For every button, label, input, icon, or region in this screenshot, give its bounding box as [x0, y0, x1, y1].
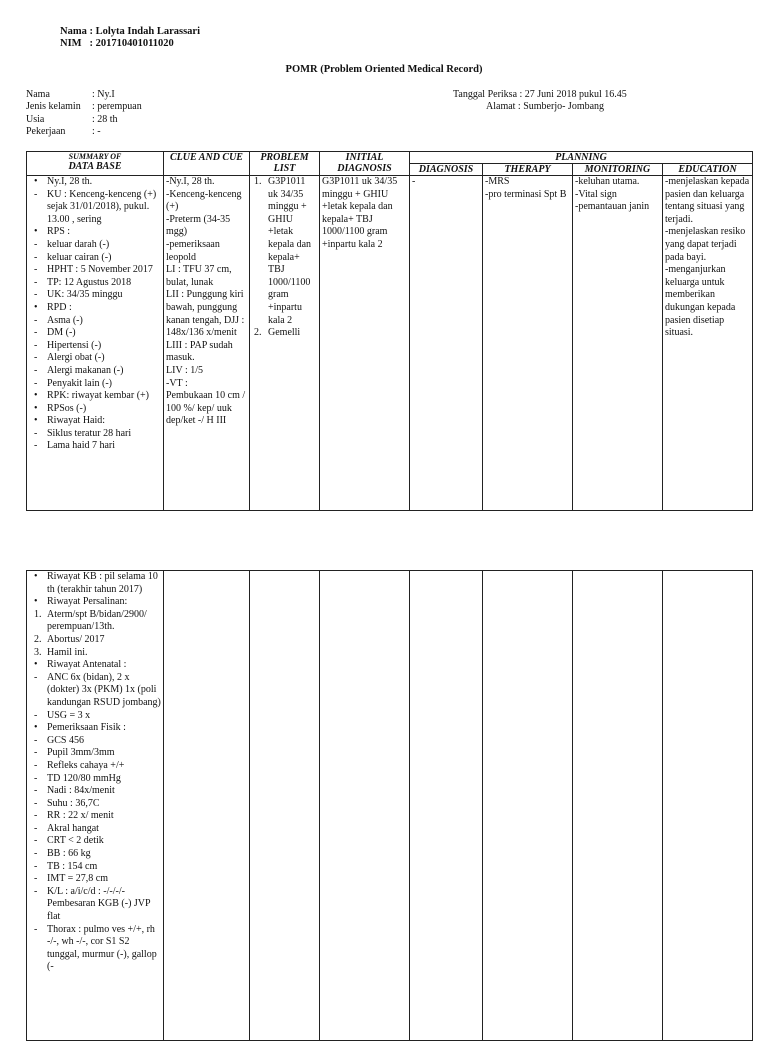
- list-marker: -: [34, 822, 38, 834]
- database-item: [29, 798, 161, 811]
- list-marker: -: [34, 238, 38, 250]
- patient-field-label: Pekerjaan: [26, 125, 66, 137]
- list-marker: -: [34, 264, 38, 276]
- database-item: [29, 289, 161, 302]
- list-marker: 3.: [34, 646, 42, 658]
- database-item: [29, 365, 161, 378]
- list-item-text: KU : Kenceng-kenceng (+) sejak 31/01/2018), pukul. 13.00 , sering: [47, 188, 157, 225]
- header-initial: INITIAL DIAGNOSIS: [320, 152, 410, 176]
- therapy-line: -pro terminasi Spt B: [485, 188, 567, 200]
- clue-line: LI : TFU 37 cm, bulat, lunak: [166, 264, 232, 288]
- list-item-text: Alergi makanan (-): [47, 364, 124, 376]
- document-title: POMR (Problem Oriented Medical Record): [285, 64, 483, 75]
- patient-field-value: : perempuan: [92, 101, 142, 113]
- list-item-text: Gemelli: [268, 327, 301, 339]
- list-item-text: RPK: riwayat kembar (+): [47, 390, 150, 402]
- list-item-text: Pemeriksaan Fisik :: [47, 722, 126, 734]
- list-item-text: Suhu : 36,7C: [47, 797, 100, 809]
- education-line: -menjelaskan kepada pasien dan keluarga tentang situasi yang terjadi.: [665, 176, 750, 225]
- database-item: [29, 315, 161, 328]
- list-marker: 1.: [34, 608, 42, 620]
- list-item-text: Lama haid 7 hari: [47, 440, 116, 452]
- patient-field-value: : Ny.I: [92, 89, 115, 100]
- database-item: [29, 415, 161, 428]
- list-item-text: CRT < 2 detik: [47, 835, 104, 847]
- therapy-cell: [483, 176, 573, 511]
- list-marker: -: [34, 747, 38, 759]
- problem-item: [252, 176, 317, 327]
- student-nim: NIM : 201710401011020: [60, 38, 174, 49]
- header-summary: SUMMARY OF DATA BASE: [27, 152, 164, 176]
- header-therapy: THERAPY: [483, 164, 573, 176]
- database-item: [29, 264, 161, 277]
- list-item-text: IMT = 27,8 cm: [47, 873, 109, 885]
- database-item: [29, 252, 161, 265]
- list-item-text: Aterm/spt B/bidan/2900/ perempuan/13th.: [47, 608, 147, 633]
- database-item: [29, 735, 161, 748]
- list-marker: -: [34, 848, 38, 860]
- database-item: [29, 886, 161, 924]
- list-marker: -: [34, 427, 38, 439]
- list-marker: •: [34, 390, 38, 402]
- patient-field: [26, 101, 142, 113]
- patient-address: Alamat : Sumberjo- Jombang: [486, 101, 605, 113]
- list-item-text: ANC 6x (bidan), 2 x (dokter) 3x (PKM) 1x (poli kandungan RSUD jombang): [47, 671, 161, 708]
- database-item: [29, 861, 161, 874]
- list-marker: •: [34, 226, 38, 238]
- database-item: [29, 403, 161, 416]
- database-item: [29, 390, 161, 403]
- clue-line: LIII : PAP sudah masuk.: [166, 339, 233, 364]
- database-item: [29, 571, 161, 596]
- clue-line: LIV : 1/5: [166, 364, 204, 376]
- list-marker: -: [34, 314, 38, 326]
- education-line: -menjelaskan resiko yang dapat terjadi pada bayi.: [665, 226, 746, 263]
- list-item-text: Hamil ini.: [47, 646, 88, 658]
- database-item: [29, 378, 161, 391]
- patient-field: [26, 114, 142, 126]
- patient-field-label: Usia: [26, 113, 45, 125]
- list-marker: -: [34, 835, 38, 847]
- education-cell: [663, 176, 753, 511]
- list-item-text: RPS :: [47, 226, 71, 238]
- list-item-text: TP: 12 Agustus 2018: [47, 276, 132, 288]
- exam-info: [453, 89, 627, 114]
- list-marker: -: [34, 709, 38, 721]
- list-item-text: DM (-): [47, 327, 76, 339]
- patient-info: [26, 89, 142, 138]
- problem-cell: [250, 571, 320, 1041]
- student-name: Nama : Lolyta Indah Larassari: [60, 26, 201, 37]
- problem-item: [252, 327, 317, 340]
- database-item: [29, 835, 161, 848]
- patient-field: [26, 89, 142, 101]
- diagnosis-cell: [410, 571, 483, 1041]
- clue-cell: [164, 571, 250, 1041]
- list-marker: •: [34, 415, 38, 427]
- list-marker: -: [34, 327, 38, 339]
- header-clue: CLUE AND CUE: [164, 152, 250, 176]
- patient-field: [26, 126, 142, 138]
- clue-line: -Preterm (34-35 mgg): [166, 213, 231, 238]
- database-item: [29, 239, 161, 252]
- clue-line: -pemeriksaan leopold: [166, 238, 220, 263]
- database-item: [29, 327, 161, 340]
- list-item-text: RR : 22 x/ menit: [47, 810, 114, 822]
- list-item-text: Asma (-): [47, 314, 83, 326]
- list-item-text: keluar darah (-): [47, 238, 110, 250]
- list-marker: -: [34, 797, 38, 809]
- list-marker: •: [34, 301, 38, 313]
- database-item: [29, 710, 161, 723]
- monitoring-cell: [573, 176, 663, 511]
- list-marker: •: [34, 659, 38, 671]
- problem-cell: [250, 176, 320, 511]
- initial-diagnosis-cell: [320, 176, 410, 511]
- list-item-text: Ny.I, 28 th.: [47, 176, 93, 187]
- database-item: [29, 773, 161, 786]
- list-marker: •: [34, 176, 38, 187]
- database-item: [29, 672, 161, 710]
- patient-field-label: Jenis kelamin: [26, 101, 81, 113]
- list-marker: -: [34, 364, 38, 376]
- database-item: [29, 873, 161, 886]
- list-marker: 1.: [254, 176, 262, 187]
- clue-line: -Ny.I, 28 th.: [166, 176, 215, 187]
- list-marker: -: [34, 352, 38, 364]
- therapy-line: -MRS: [485, 176, 510, 187]
- clue-line: Pembukaan 10 cm / 100 %/ kep/ uuk dep/ket -/ H III: [166, 390, 246, 427]
- database-item: [29, 722, 161, 735]
- database-item: [29, 634, 161, 647]
- list-item-text: USG = 3 x: [47, 709, 91, 721]
- education-line: -menganjurkan keluarga untuk memberikan dukungan kepada pasien disetiap situasi.: [665, 264, 736, 339]
- header-education: EDUCATION: [663, 164, 753, 176]
- list-item-text: Hipertensi (-): [47, 339, 102, 351]
- database-cell: [27, 176, 164, 511]
- monitoring-cell: [573, 571, 663, 1041]
- list-item-text: Riwayat Persalinan:: [47, 596, 128, 608]
- list-item-text: Penyakit lain (-): [47, 377, 112, 389]
- list-item-text: TD 120/80 mmHg: [47, 772, 121, 784]
- list-marker: -: [34, 289, 38, 301]
- list-marker: -: [34, 377, 38, 389]
- database-item: [29, 924, 161, 974]
- database-item: [29, 440, 161, 453]
- list-marker: -: [34, 785, 38, 797]
- list-item-text: Alergi obat (-): [47, 352, 105, 364]
- list-item-text: keluar cairan (-): [47, 251, 112, 263]
- database-item: [29, 848, 161, 861]
- list-marker: •: [34, 402, 38, 414]
- initial-diagnosis-text: G3P1011 uk 34/35 minggu + GHIU +letak kepala dan kepala+ TBJ 1000/1100 gram +inpartu kala 2: [322, 176, 398, 250]
- list-item-text: TB : 154 cm: [47, 860, 98, 872]
- list-item-text: Thorax : pulmo ves +/+, rh -/-, wh -/-, cor S1 S2 tunggal, murmur (-), gallop (-: [47, 923, 157, 973]
- therapy-cell: [483, 571, 573, 1041]
- list-item-text: Siklus teratur 28 hari: [47, 427, 132, 439]
- diagnosis-cell: [410, 176, 483, 511]
- database-item: [29, 785, 161, 798]
- list-item-text: Riwayat KB : pil selama 10 th (terakhir tahun 2017): [47, 571, 158, 595]
- clue-line: LII : Punggung kiri bawah, punggung kanan tengah, DJJ : 148x/136 x/menit: [166, 289, 245, 339]
- database-item: [29, 277, 161, 290]
- list-marker: -: [34, 251, 38, 263]
- database-item: [29, 189, 161, 227]
- database-item: [29, 810, 161, 823]
- database-item: [29, 302, 161, 315]
- education-cell: [663, 571, 753, 1041]
- list-marker: 2.: [34, 633, 42, 645]
- list-item-text: GCS 456: [47, 734, 84, 746]
- list-marker: 2.: [254, 327, 262, 339]
- pomr-table-page-1: [26, 151, 753, 511]
- database-item: [29, 823, 161, 836]
- database-item: [29, 596, 161, 609]
- clue-line: -Kenceng-kenceng (+): [166, 188, 242, 213]
- database-item: [29, 176, 161, 189]
- database-cell: [27, 571, 164, 1041]
- initial-diagnosis-cell: [320, 571, 410, 1041]
- list-marker: •: [34, 571, 38, 582]
- list-item-text: G3P1011 uk 34/35 minggu + GHIU +letak kepala dan kepala+ TBJ 1000/1100 gram +inpartu kala 2: [268, 176, 312, 326]
- exam-date: Tanggal Periksa : 27 Juni 2018 pukul 16.45: [453, 89, 627, 100]
- list-item-text: Akral hangat: [47, 822, 99, 834]
- list-marker: -: [34, 860, 38, 872]
- monitoring-line: -keluhan utama.: [575, 176, 640, 187]
- database-item: [29, 647, 161, 660]
- list-marker: -: [34, 759, 38, 771]
- list-marker: -: [34, 734, 38, 746]
- list-marker: -: [34, 440, 38, 452]
- database-item: [29, 352, 161, 365]
- list-marker: -: [34, 873, 38, 885]
- clue-line: -VT :: [166, 377, 188, 389]
- pomr-table-page-2: [26, 570, 753, 1041]
- header-monitoring: MONITORING: [573, 164, 663, 176]
- database-item: [29, 428, 161, 441]
- database-item: [29, 226, 161, 239]
- list-marker: -: [34, 885, 38, 897]
- list-item-text: Abortus/ 2017: [47, 633, 105, 645]
- list-marker: -: [34, 276, 38, 288]
- header-problem: PROBLEM LIST: [250, 152, 320, 176]
- monitoring-line: -pemantauan janin: [575, 201, 650, 213]
- monitoring-line: -Vital sign: [575, 188, 617, 200]
- list-item-text: HPHT : 5 November 2017: [47, 264, 153, 276]
- list-marker: •: [34, 596, 38, 608]
- list-marker: -: [34, 772, 38, 784]
- database-item: [29, 340, 161, 353]
- list-item-text: Pupil 3mm/3mm: [47, 747, 115, 759]
- header-planning: PLANNING: [410, 152, 753, 164]
- list-marker: -: [34, 671, 38, 683]
- patient-field-label: Nama: [26, 89, 50, 100]
- list-marker: -: [34, 923, 38, 935]
- patient-field-value: : 28 th: [92, 113, 118, 125]
- database-item: [29, 760, 161, 773]
- list-item-text: Refleks cahaya +/+: [47, 759, 125, 771]
- database-item: [29, 609, 161, 634]
- diagnosis-text: -: [412, 176, 416, 187]
- list-item-text: Nadi : 84x/menit: [47, 785, 115, 797]
- database-item: [29, 659, 161, 672]
- header-diagnosis: DIAGNOSIS: [410, 164, 483, 176]
- list-item-text: RPSos (-): [47, 402, 87, 414]
- patient-field-value: : -: [92, 125, 101, 137]
- list-item-text: UK: 34/35 minggu: [47, 289, 123, 301]
- list-item-text: BB : 66 kg: [47, 848, 91, 860]
- list-item-text: RPD :: [47, 301, 72, 313]
- list-marker: -: [34, 188, 38, 200]
- list-marker: -: [34, 339, 38, 351]
- clue-cell: [164, 176, 250, 511]
- list-item-text: Riwayat Haid:: [47, 415, 106, 427]
- list-item-text: Riwayat Antenatal :: [47, 659, 127, 671]
- list-item-text: K/L : a/i/c/d : -/-/-/- Pembesaran KGB (-) JVP flat: [47, 885, 151, 923]
- database-item: [29, 747, 161, 760]
- list-marker: -: [34, 810, 38, 822]
- list-marker: •: [34, 722, 38, 734]
